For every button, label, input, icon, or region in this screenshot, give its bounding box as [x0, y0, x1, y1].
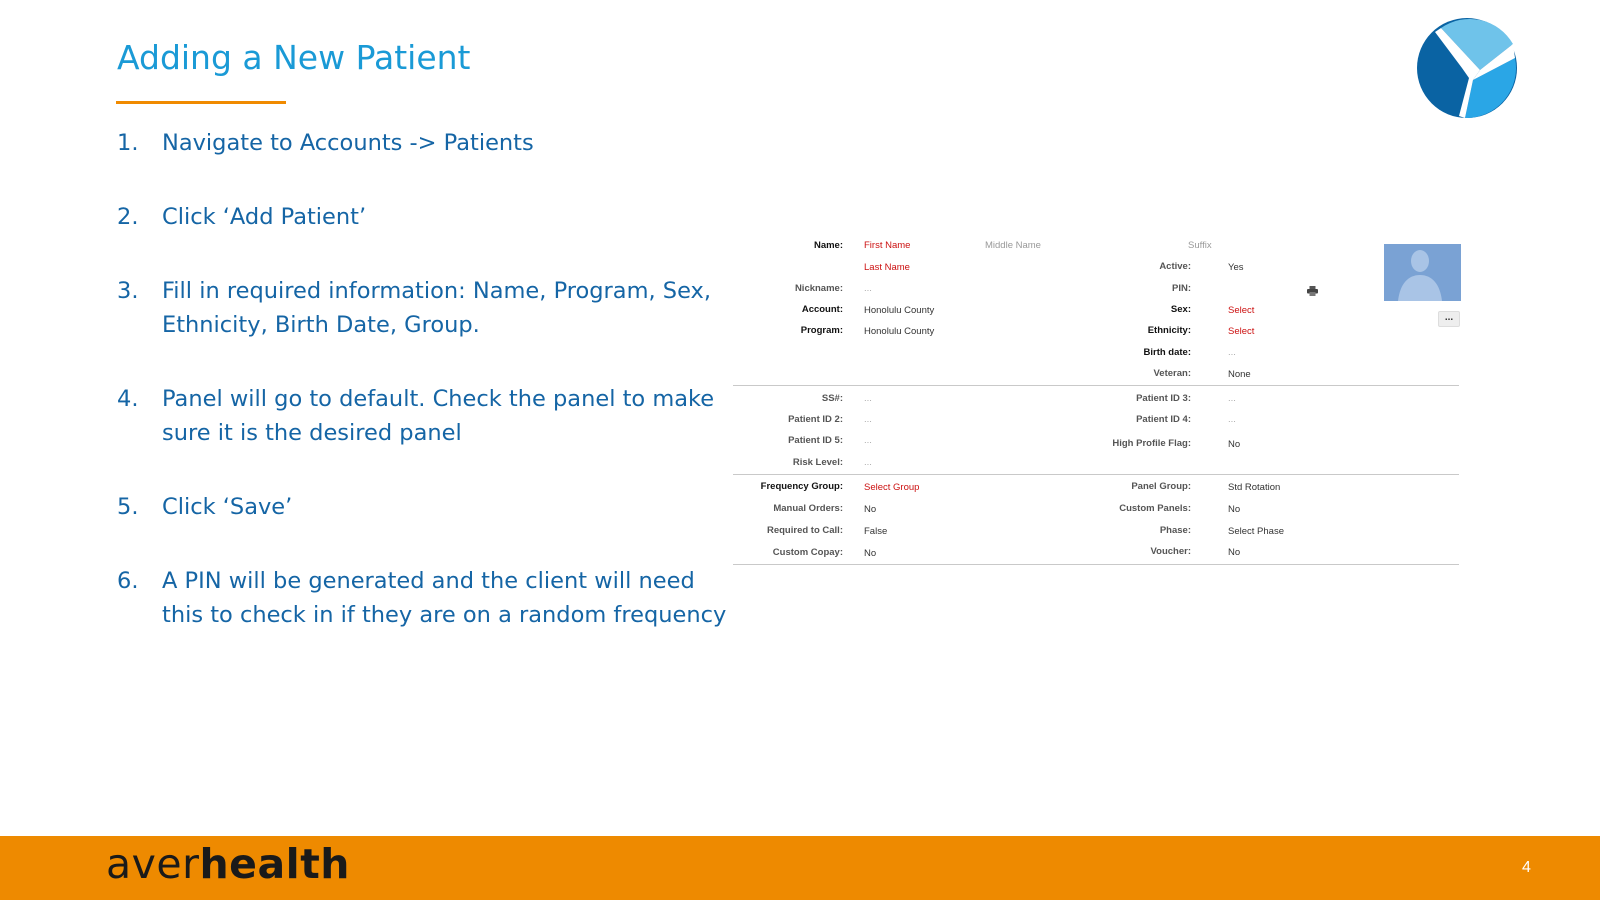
- slide-title: Adding a New Patient: [117, 38, 471, 77]
- step-4: [117, 382, 727, 450]
- last-name-field[interactable]: Last Name: [864, 262, 910, 273]
- frequency-group-select[interactable]: Select Group: [864, 482, 920, 493]
- patient-id-5-label: Patient ID 5:: [788, 435, 843, 446]
- account-select[interactable]: Honolulu County: [864, 305, 935, 316]
- patient-id-2-label: Patient ID 2:: [788, 414, 843, 425]
- middle-name-field[interactable]: Middle Name: [985, 240, 1041, 251]
- step-5: [117, 490, 727, 524]
- brand-light: aver: [106, 840, 200, 888]
- active-label: Active:: [1159, 261, 1191, 272]
- averhealth-logo-icon: [1415, 18, 1520, 118]
- veteran-select[interactable]: None: [1228, 369, 1251, 380]
- instruction-steps: [117, 126, 727, 672]
- step-text: Click ‘Add Patient’: [162, 204, 367, 230]
- custom-panels-select[interactable]: No: [1228, 504, 1241, 515]
- sex-label: Sex:: [1170, 304, 1191, 315]
- step-number: 3.: [117, 278, 139, 304]
- avatar-placeholder-icon: [1384, 244, 1461, 301]
- ssn-label: SS#:: [821, 393, 843, 404]
- step-number: 1.: [117, 130, 139, 156]
- nickname-label: Nickname:: [794, 283, 843, 294]
- required-to-call-label: Required to Call:: [766, 525, 843, 536]
- custom-panels-label: Custom Panels:: [1119, 503, 1191, 514]
- program-label: Program:: [800, 325, 843, 336]
- patient-id-3-label: Patient ID 3:: [1136, 393, 1191, 404]
- ssn-field[interactable]: ...: [864, 393, 872, 404]
- custom-copay-label: Custom Copay:: [772, 547, 843, 558]
- step-3: [117, 274, 727, 342]
- pin-label: PIN:: [1172, 283, 1191, 294]
- suffix-field[interactable]: Suffix: [1188, 240, 1212, 251]
- add-patient-form: [733, 234, 1461, 574]
- phase-select[interactable]: Select Phase: [1228, 526, 1284, 537]
- step-number: 6.: [117, 568, 139, 594]
- section-divider: [733, 564, 1459, 565]
- phase-label: Phase:: [1159, 525, 1191, 536]
- birth-date-label: Birth date:: [1143, 347, 1191, 358]
- high-profile-flag-label: High Profile Flag:: [1112, 438, 1191, 449]
- program-select[interactable]: Honolulu County: [864, 326, 935, 337]
- birth-date-field[interactable]: ...: [1228, 347, 1236, 358]
- brand-bold: health: [199, 840, 350, 888]
- step-1: [117, 126, 727, 160]
- nickname-field[interactable]: ...: [864, 283, 872, 294]
- account-label: Account:: [801, 304, 843, 315]
- step-text: Navigate to Accounts -> Patients: [162, 130, 534, 156]
- patient-id-3-field[interactable]: ...: [1228, 393, 1236, 404]
- sex-select[interactable]: Select: [1228, 305, 1255, 316]
- photo-options-button[interactable]: ...: [1438, 311, 1460, 327]
- title-underline: [116, 101, 286, 104]
- step-6: [117, 564, 727, 632]
- custom-copay-select[interactable]: No: [864, 548, 877, 559]
- printer-icon[interactable]: [1307, 286, 1318, 296]
- panel-group-label: Panel Group:: [1131, 481, 1191, 492]
- required-to-call-select[interactable]: False: [864, 526, 888, 537]
- patient-id-5-field[interactable]: ...: [864, 435, 872, 446]
- patient-id-4-field[interactable]: ...: [1228, 414, 1236, 425]
- frequency-group-label: Frequency Group:: [760, 481, 843, 492]
- section-divider: [733, 385, 1459, 386]
- step-number: 5.: [117, 494, 139, 520]
- step-2: [117, 200, 727, 234]
- manual-orders-select[interactable]: No: [864, 504, 877, 515]
- veteran-label: Veteran:: [1153, 368, 1191, 379]
- step-number: 2.: [117, 204, 139, 230]
- section-divider: [733, 474, 1459, 475]
- step-text: Panel will go to default. Check the panel to make sure it is the desired panel: [162, 386, 715, 446]
- patient-id-4-label: Patient ID 4:: [1136, 414, 1191, 425]
- name-label: Name:: [813, 240, 843, 251]
- patient-id-2-field[interactable]: ...: [864, 414, 872, 425]
- patient-photo[interactable]: [1384, 244, 1461, 301]
- step-text: Fill in required information: Name, Program, Sex, Ethnicity, Birth Date, Group.: [162, 278, 712, 338]
- panel-group-select[interactable]: Std Rotation: [1228, 482, 1281, 493]
- high-profile-flag-select[interactable]: No: [1228, 439, 1241, 450]
- ethnicity-label: Ethnicity:: [1147, 325, 1191, 336]
- footer-bar: [0, 836, 1600, 900]
- first-name-field[interactable]: First Name: [864, 240, 911, 251]
- active-value[interactable]: Yes: [1228, 262, 1244, 273]
- step-text: Click ‘Save’: [162, 494, 293, 520]
- voucher-label: Voucher:: [1150, 546, 1191, 557]
- ethnicity-select[interactable]: Select: [1228, 326, 1255, 337]
- brand-logo-text: [106, 840, 350, 888]
- step-text: A PIN will be generated and the client will need this to check in if they are on a random frequency: [162, 568, 727, 628]
- risk-level-field[interactable]: ...: [864, 457, 872, 468]
- step-number: 4.: [117, 386, 139, 412]
- page-number: 4: [1522, 859, 1531, 876]
- manual-orders-label: Manual Orders:: [773, 503, 843, 514]
- voucher-select[interactable]: No: [1228, 547, 1241, 558]
- risk-level-label: Risk Level:: [792, 457, 843, 468]
